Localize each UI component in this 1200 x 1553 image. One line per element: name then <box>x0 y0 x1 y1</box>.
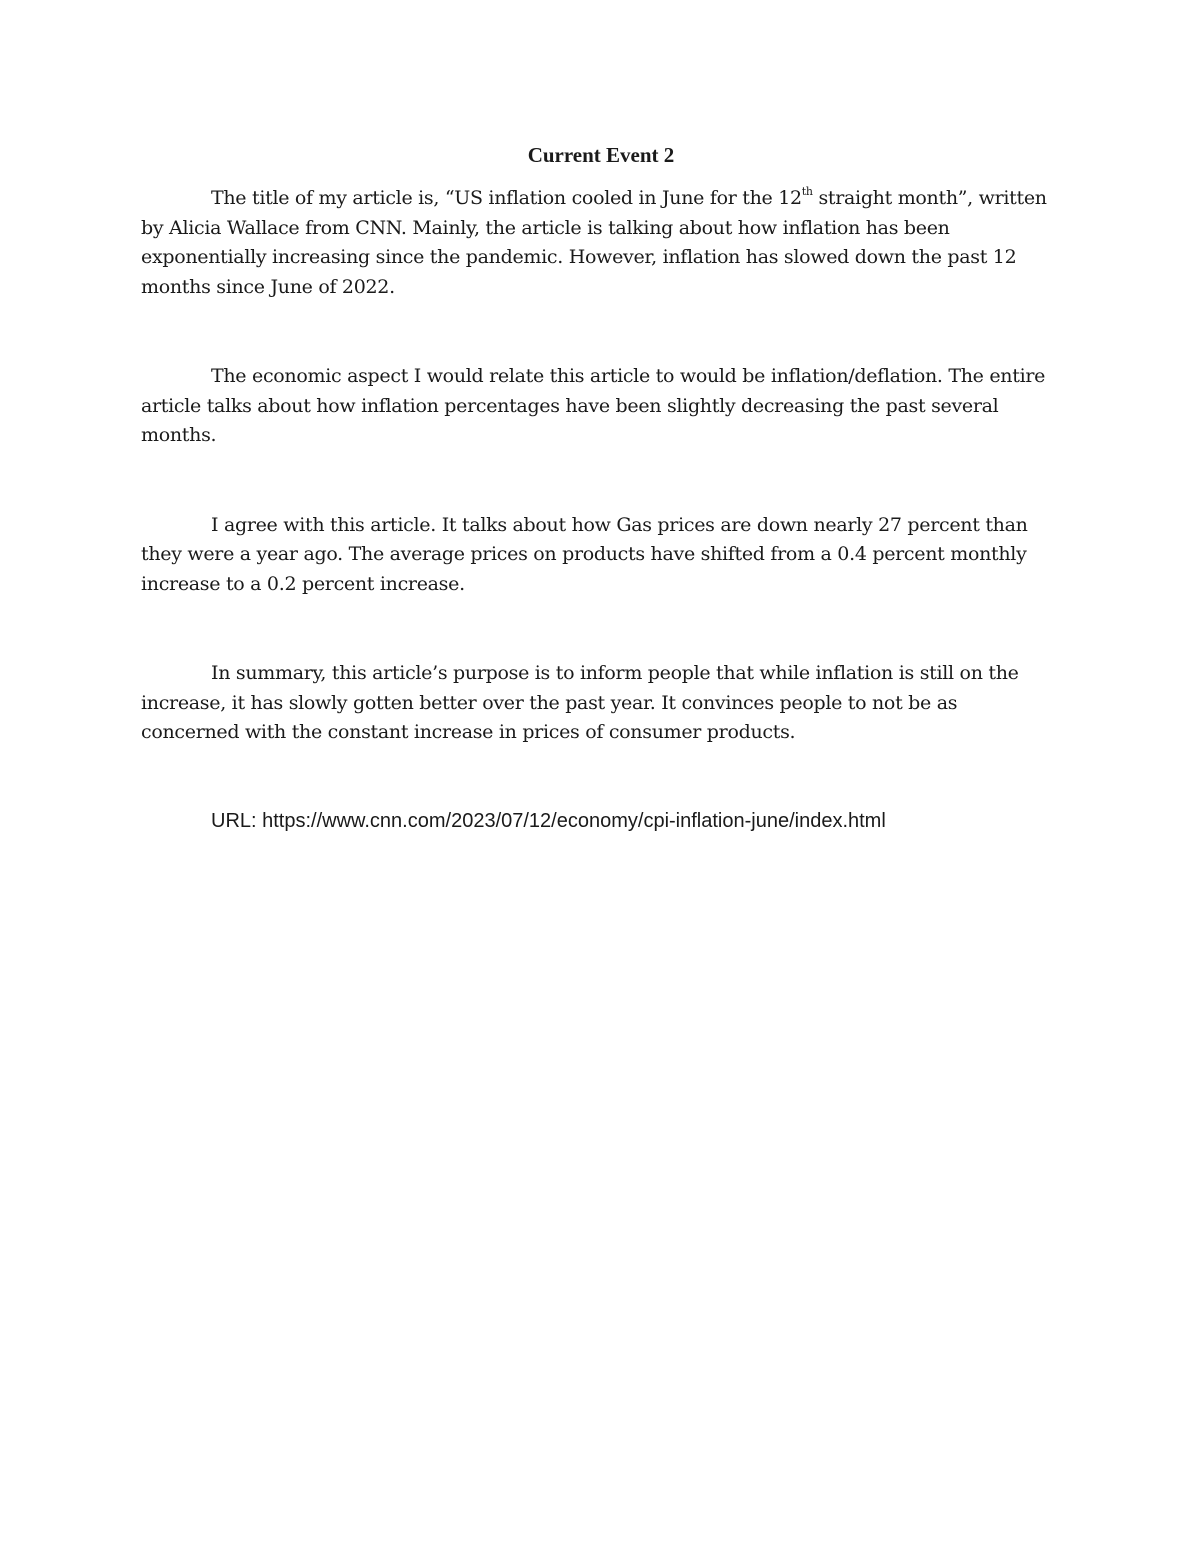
paragraph-summary: In summary, this article’s purpose is to inform people that while inflation is still on the increase, it has slowly gotten better over the past year. It convinces people to not be as concerned with the constant increase in prices of consumer products. <box>141 662 1019 743</box>
paragraph-opinion: I agree with this article. It talks about how Gas prices are down nearly 27 percent than they were a year ago. The average prices on products have shifted from a 0.4 percent monthly increase to a 0.2 percent increase. <box>141 513 1028 595</box>
paragraph-1-text-a: The title of my article is, “US inflation cooled in June for the 12 <box>211 187 802 209</box>
document-page <box>141 140 1061 836</box>
paragraph-1-text-b: straight month”, written by Alicia Wallace from CNN. Mainly, the article is talking about how inflation has been exponentially increasing since the pandemic. However, inflation has slowed down the past 12 months since June of 2022. <box>141 187 1047 298</box>
paragraph-article-summary <box>141 184 1061 302</box>
source-url: URL: https://www.cnn.com/2023/07/12/economy/cpi-inflation-june/index.html <box>211 809 886 832</box>
document-title: Current Event 2 <box>527 143 675 167</box>
ordinal-suffix: th <box>801 184 813 198</box>
paragraph-economic-aspect: The economic aspect I would relate this article to would be inflation/deflation. The entire article talks about how inflation percentages have been slightly decreasing the past several months. <box>141 365 1046 446</box>
